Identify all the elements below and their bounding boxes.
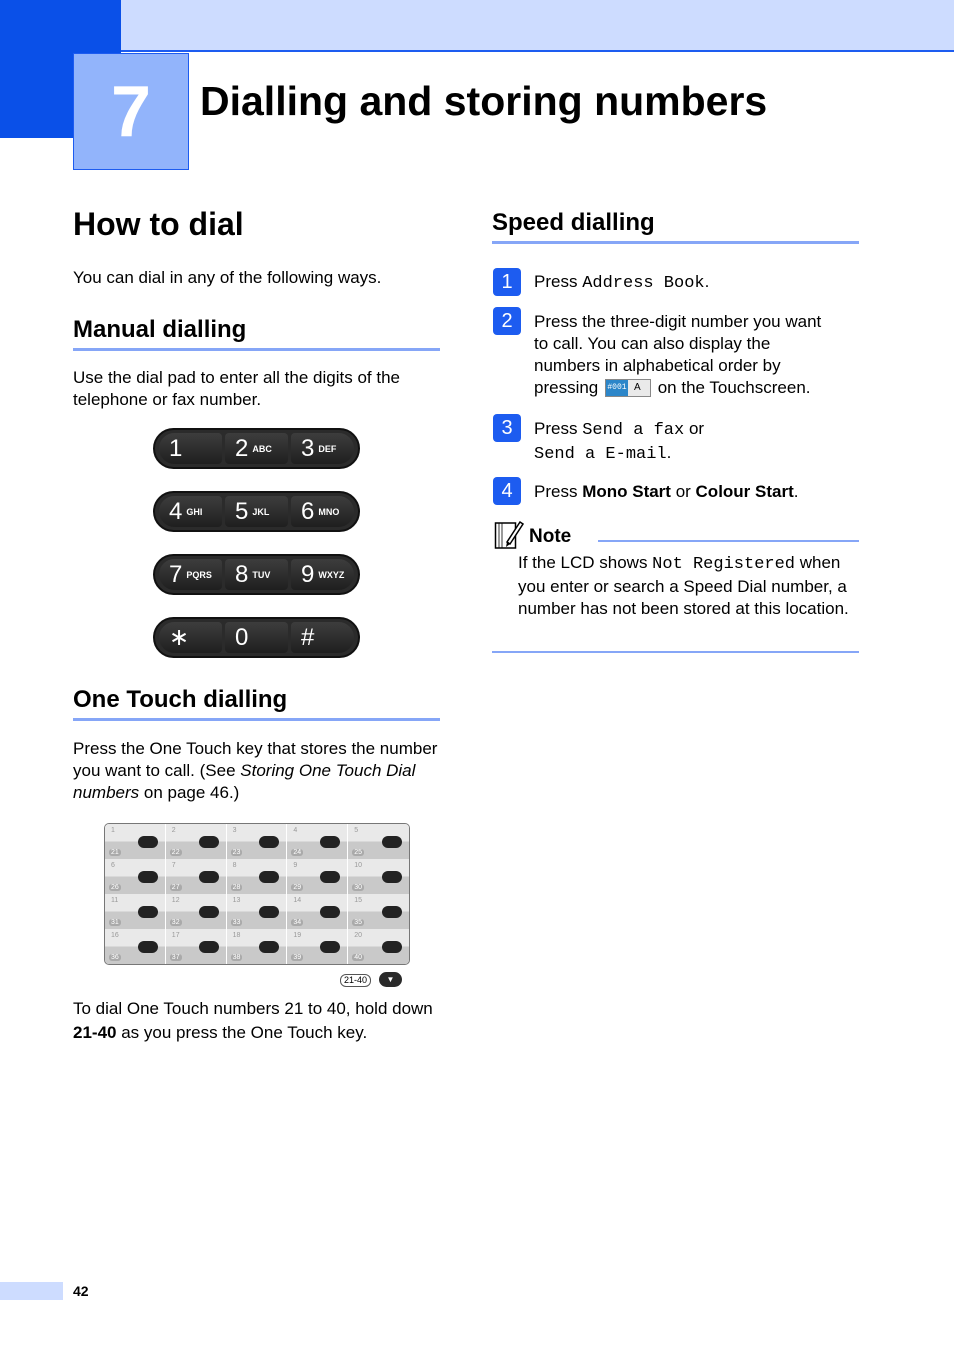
dial-pad-row <box>153 554 360 595</box>
one-touch-button <box>199 941 219 953</box>
dial-pad-illustration <box>153 428 361 680</box>
dial-key-letters: JKL <box>252 506 270 517</box>
one-touch-number: 16 <box>111 932 119 939</box>
icon-label: A <box>633 381 641 393</box>
one-touch-shift-number: 23 <box>232 849 241 856</box>
one-touch-shift-number: 37 <box>171 954 180 961</box>
dial-key <box>159 433 222 464</box>
dial-key <box>225 433 288 464</box>
one-touch-button <box>320 836 340 848</box>
step-3-text <box>534 418 704 466</box>
one-touch-key <box>227 824 288 859</box>
one-touch-key <box>287 824 348 859</box>
dial-key-digit: 1 <box>169 434 183 462</box>
note-text-part: when you enter or search a Speed Dial number, a number has not been stored at this location. <box>518 553 849 618</box>
one-touch-number: 15 <box>354 897 362 904</box>
hold-shift-text <box>73 997 448 1045</box>
one-touch-number: 5 <box>354 827 359 834</box>
step-1-text <box>534 271 709 295</box>
dial-key-digit: # <box>301 623 315 651</box>
one-touch-shift-number: 34 <box>293 919 302 926</box>
one-touch-number: 13 <box>232 897 241 904</box>
one-touch-shift-number: 21 <box>111 849 119 856</box>
one-touch-button <box>320 906 340 918</box>
icon-label: #001 <box>606 380 628 396</box>
one-touch-key <box>105 894 166 929</box>
step-text-line: Press the three-digit number you want <box>534 312 822 331</box>
one-touch-shift-number: 33 <box>232 919 241 926</box>
dial-key <box>159 496 222 527</box>
one-touch-key <box>348 929 409 964</box>
one-touch-number: 17 <box>171 932 180 939</box>
one-touch-button <box>259 941 279 953</box>
dial-key <box>291 559 354 590</box>
dial-key <box>291 433 354 464</box>
one-touch-shift-number: 38 <box>232 954 241 961</box>
one-touch-button <box>138 941 158 953</box>
shift-key-arrow-icon: ▼ <box>379 972 402 987</box>
dial-key-digit: 3 <box>301 434 315 462</box>
one-touch-number: 12 <box>171 897 180 904</box>
hold-text-part: To dial One Touch numbers 21 to 40, hold down <box>73 999 433 1018</box>
page-number: 42 <box>73 1283 89 1299</box>
dial-key-letters: MNO <box>318 506 340 517</box>
dial-key-digit: 5 <box>235 497 249 525</box>
one-touch-text <box>73 738 443 804</box>
one-touch-shift-number: 26 <box>111 884 119 891</box>
one-touch-key <box>287 929 348 964</box>
step-number-icon: 3 <box>493 414 521 442</box>
intro-text: You can dial in any of the following ways. <box>73 268 382 287</box>
one-touch-key <box>287 859 348 894</box>
cross-reference: Storing One Touch Dial numbers <box>73 761 416 802</box>
one-touch-shift-number: 35 <box>354 919 362 926</box>
one-touch-shift-number: 27 <box>171 884 180 891</box>
step-text-line <box>534 442 704 466</box>
step-text-line: numbers in alphabetical order by <box>534 356 781 375</box>
dial-key-digit: 6 <box>301 497 315 525</box>
dial-key-letters: WXYZ <box>318 569 345 580</box>
one-touch-key <box>227 894 288 929</box>
step-number-icon: 1 <box>493 268 521 296</box>
note-pencil-icon <box>494 518 524 550</box>
one-touch-shift-number: 40 <box>354 954 362 961</box>
one-touch-panel-illustration <box>104 823 410 965</box>
dial-key-letters: PQRS <box>186 569 212 580</box>
one-touch-button <box>382 906 402 918</box>
one-touch-button <box>320 941 340 953</box>
one-touch-number: 18 <box>232 932 241 939</box>
step-text-part: or <box>684 419 705 438</box>
one-touch-shift-number: 29 <box>293 884 302 891</box>
one-touch-button <box>199 836 219 848</box>
one-touch-shift-number: 22 <box>171 849 180 856</box>
lcd-message: Not Registered <box>652 555 795 574</box>
note-divider <box>598 540 859 542</box>
one-touch-button <box>199 906 219 918</box>
one-touch-shift-number: 28 <box>232 884 241 891</box>
dial-key <box>291 622 354 653</box>
one-touch-key <box>227 859 288 894</box>
chapter-number: 7 <box>73 53 189 170</box>
step-text-line <box>534 418 704 442</box>
dial-key-digit: 9 <box>301 560 315 588</box>
step-text-part: pressing <box>534 378 603 397</box>
dial-key-digit: ∗ <box>169 623 190 651</box>
one-touch-button <box>138 836 158 848</box>
one-touch-text-part: Press the One Touch key that stores the number you want to call. (See <box>73 739 438 780</box>
dial-key <box>225 496 288 527</box>
dial-key <box>159 559 222 590</box>
dial-pad-row <box>153 617 360 658</box>
one-touch-number: 20 <box>354 932 362 939</box>
one-touch-number: 3 <box>232 827 237 834</box>
one-touch-number: 8 <box>232 862 237 869</box>
one-touch-key <box>227 929 288 964</box>
one-touch-button <box>259 906 279 918</box>
touchscreen-key-name: Send a E-mail <box>534 445 667 464</box>
one-touch-number: 2 <box>171 827 176 834</box>
dial-pad-row <box>153 491 360 532</box>
one-touch-button <box>138 906 158 918</box>
note-text-part: If the LCD shows <box>518 553 653 572</box>
note-text <box>518 552 863 620</box>
one-touch-shift-number: 36 <box>111 954 119 961</box>
touchscreen-key-name: Address Book <box>582 274 705 293</box>
dial-key-digit: 8 <box>235 560 249 588</box>
heading-manual-dialling: Manual dialling <box>73 316 440 351</box>
alphabetical-order-icon <box>605 379 651 397</box>
one-touch-number: 9 <box>293 862 298 869</box>
step-4-text <box>534 481 799 503</box>
one-touch-shift-number: 31 <box>111 919 119 926</box>
one-touch-number: 11 <box>111 897 119 904</box>
key-name: 21-40 <box>73 1023 117 1042</box>
step-number-icon: 2 <box>493 307 521 335</box>
dial-key <box>159 622 222 653</box>
one-touch-button <box>382 941 402 953</box>
dial-key <box>225 622 288 653</box>
heading-speed-dialling: Speed dialling <box>492 209 859 244</box>
one-touch-key <box>166 824 227 859</box>
heading-one-touch-dialling: One Touch dialling <box>73 686 440 721</box>
step-text-part: Press <box>534 419 583 438</box>
one-touch-button <box>259 836 279 848</box>
step-2-text <box>534 311 859 399</box>
key-name: Mono Start <box>582 482 671 501</box>
one-touch-shift-number: 30 <box>354 884 362 891</box>
one-touch-key <box>166 929 227 964</box>
one-touch-number: 10 <box>354 862 362 869</box>
one-touch-number: 7 <box>171 862 176 869</box>
one-touch-key <box>348 824 409 859</box>
one-touch-key <box>166 894 227 929</box>
step-text-part: . <box>793 482 799 501</box>
footer-bar <box>0 1282 63 1300</box>
dial-key-letters: GHI <box>186 506 203 517</box>
step-number-icon: 4 <box>493 477 521 505</box>
one-touch-shift-number: 32 <box>171 919 180 926</box>
one-touch-button <box>199 871 219 883</box>
one-touch-button <box>382 871 402 883</box>
chapter-title: Dialling and storing numbers <box>200 78 768 124</box>
manual-dialling-text: Use the dial pad to enter all the digits of the telephone or fax number. <box>73 368 400 409</box>
one-touch-text-part: on page 46.) <box>139 783 240 802</box>
one-touch-key <box>287 894 348 929</box>
step-text-part: . <box>704 272 710 291</box>
step-text-part: . <box>666 443 672 462</box>
one-touch-button <box>138 871 158 883</box>
section-heading-how-to-dial: How to dial <box>73 206 244 242</box>
step-text-part: Press <box>534 272 583 291</box>
dial-pad-row <box>153 428 360 469</box>
step-text-line: to call. You can also display the <box>534 334 771 353</box>
one-touch-key <box>105 929 166 964</box>
step-text-part: on the Touchscreen. <box>652 378 811 397</box>
shift-key-label: 21-40 <box>340 974 371 987</box>
dial-key <box>291 496 354 527</box>
header-band <box>121 0 954 52</box>
one-touch-key <box>105 859 166 894</box>
one-touch-shift-number: 24 <box>293 849 302 856</box>
touchscreen-key-name: Send a fax <box>582 421 685 440</box>
hold-text-part: as you press the One Touch key. <box>116 1023 368 1042</box>
one-touch-number: 14 <box>293 897 302 904</box>
one-touch-number: 1 <box>111 827 115 834</box>
one-touch-button <box>382 836 402 848</box>
dial-key <box>225 559 288 590</box>
one-touch-key <box>348 859 409 894</box>
dial-key-digit: 2 <box>235 434 249 462</box>
note-label: Note <box>529 526 572 547</box>
step-text-part: or <box>670 482 696 501</box>
one-touch-number: 6 <box>111 862 115 869</box>
dial-key-digit: 7 <box>169 560 183 588</box>
note-bottom-divider <box>492 651 859 653</box>
dial-key-letters: TUV <box>252 569 271 580</box>
one-touch-shift-number: 25 <box>354 849 362 856</box>
one-touch-button <box>259 871 279 883</box>
dial-key-letters: ABC <box>252 443 272 454</box>
step-text-line <box>534 377 859 399</box>
one-touch-shift-number: 39 <box>293 954 302 961</box>
dial-key-letters: DEF <box>318 443 337 454</box>
dial-key-digit: 4 <box>169 497 183 525</box>
one-touch-button <box>320 871 340 883</box>
step-text-part: Press <box>534 482 583 501</box>
key-name: Colour Start <box>695 482 794 501</box>
one-touch-key <box>166 859 227 894</box>
one-touch-number: 4 <box>293 827 298 834</box>
one-touch-key <box>348 894 409 929</box>
one-touch-key <box>105 824 166 859</box>
one-touch-number: 19 <box>293 932 302 939</box>
dial-key-digit: 0 <box>235 623 249 651</box>
